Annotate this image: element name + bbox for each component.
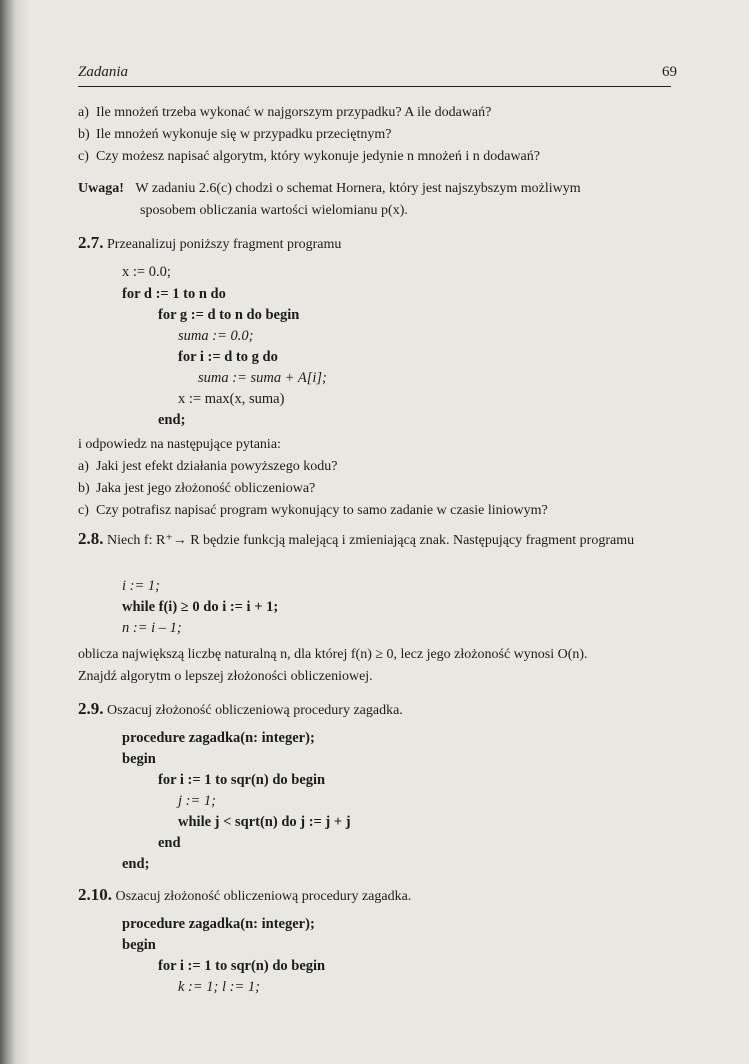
code-line: begin	[122, 937, 156, 953]
code-line: x := 0.0;	[122, 264, 171, 280]
note-line-1: Uwaga! W zadaniu 2.6(c) chodzi o schemat Hornera, który jest najszybszym możliwym	[78, 181, 581, 196]
code-line: while j < sqrt(n) do j := j + j	[178, 814, 351, 830]
exercise-2-8-after-2: Znajdź algorytm o lepszej złożoności obliczeniowej.	[78, 669, 373, 684]
code-line: suma := suma + A[i];	[198, 370, 327, 386]
code-line: for i := d to g do	[178, 349, 278, 365]
code-line: while f(i) ≥ 0 do i := i + 1;	[122, 599, 279, 615]
code-line: j := 1;	[178, 793, 216, 809]
header-rule	[78, 86, 671, 87]
exercise-2-8-intro: 2.8. Niech f: R⁺→ R będzie funkcją malejącą i zmieniającą znak. Następujący fragment programu	[78, 529, 635, 548]
page-number: 69	[662, 64, 677, 80]
code-line: n := i – 1;	[122, 620, 182, 636]
code-line: procedure zagadka(n: integer);	[122, 916, 315, 932]
list-item: b) Ile mnożeń wykonuje się w przypadku przeciętnym?	[78, 127, 392, 142]
code-line: suma := 0.0;	[178, 328, 254, 344]
code-line: procedure zagadka(n: integer);	[122, 730, 315, 746]
code-line: end;	[158, 412, 186, 428]
code-line: x := max(x, suma)	[178, 391, 285, 407]
code-line: begin	[122, 751, 156, 767]
exercise-2-8-after-1: oblicza największą liczbę naturalną n, dla której f(n) ≥ 0, lecz jego złożoność wynosi O(n).	[78, 647, 588, 662]
exercise-2-7-after: i odpowiedz na następujące pytania:	[78, 437, 281, 452]
code-line: for i := 1 to sqr(n) do begin	[158, 772, 326, 788]
exercise-2-7-heading: 2.7. Przeanalizuj poniższy fragment programu	[78, 233, 342, 252]
list-item: c) Czy potrafisz napisać program wykonujący to samo zadanie w czasie liniowym?	[78, 503, 548, 518]
code-line: k := 1; l := 1;	[178, 979, 260, 995]
code-line: for i := 1 to sqr(n) do begin	[158, 958, 326, 974]
exercise-2-9-heading: 2.9. Oszacuj złożoność obliczeniową procedury zagadka.	[78, 699, 403, 718]
code-line: end	[158, 835, 181, 851]
code-line: for d := 1 to n do	[122, 286, 226, 302]
note-label: Uwaga!	[78, 181, 124, 196]
list-item: b) Jaka jest jego złożoność obliczeniowa?	[78, 481, 316, 496]
code-line: i := 1;	[122, 578, 160, 594]
code-line: end;	[122, 856, 150, 872]
code-line: for g := d to n do begin	[158, 307, 300, 323]
exercise-2-10-heading: 2.10. Oszacuj złożoność obliczeniową procedury zagadka.	[78, 885, 412, 904]
note-line-2: sposobem obliczania wartości wielomianu p(x).	[140, 203, 408, 218]
list-item: c) Czy możesz napisać algorytm, który wykonuje jedynie n mnożeń i n dodawań?	[78, 149, 540, 164]
running-header-title: Zadania	[78, 64, 129, 80]
list-item: a) Ile mnożeń trzeba wykonać w najgorszym przypadku? A ile dodawań?	[78, 105, 492, 120]
list-item: a) Jaki jest efekt działania powyższego kodu?	[78, 459, 338, 474]
